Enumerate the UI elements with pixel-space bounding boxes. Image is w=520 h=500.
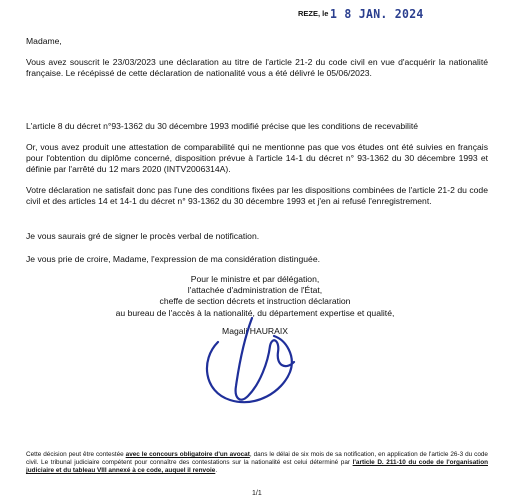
- salutation: Madame,: [26, 36, 62, 46]
- legal-footer: Cette décision peut être contestée avec le concours obligatoire d'un avocat, dans le délai de six mois de sa notification, en application de l'article 26-3 du code civil. Le tribunal judiciaire compétent pour connaître des contestations sur la nationalité est celui déterminé par l'article D. 211-10 du code de l'organisation judiciaire et du tableau VIII annexé à ce code, auquel il renvoie.: [26, 451, 488, 475]
- lawyer-requirement: avec le concours obligatoire d'un avocat: [125, 451, 250, 458]
- sig-line-4: au bureau de l'accès à la nationalité, du département expertise et qualité,: [115, 307, 395, 318]
- paragraph-closing: Je vous prie de croire, Madame, l'expression de ma considération distinguée.: [26, 254, 320, 264]
- page-number: 1/1: [252, 490, 262, 497]
- date-stamp: 1 8 JAN. 2024: [330, 6, 424, 21]
- sig-line-3: cheffe de section décrets et instruction déclaration: [159, 296, 351, 307]
- sig-line-1: Pour le ministre et par délégation,: [190, 274, 320, 284]
- paragraph-sign-request: Je vous saurais gré de signer le procès verbal de notification.: [26, 231, 260, 241]
- place-prefix: REZE, le: [298, 9, 329, 18]
- handwritten-signature-icon: [190, 300, 310, 420]
- paragraph-comparability: Or, vous avez produit une attestation de comparabilité qui ne mentionne pas que vos études ont été suivies en français pour l'obtention du diplôme concerné, disposition prévue à l'article 14-1 du décret n° 93-1362 du 30 décembre 1993 et définie par l'arrêté du 12 mars 2020 (INTV2006314A).: [26, 142, 488, 175]
- sig-line-2: l'attachée d'administration de l'État,: [187, 285, 323, 296]
- paragraph-receipt: Vous avez souscrit le 23/03/2023 une déclaration au titre de l'article 21-2 du code civil en vue d'acquérir la nationalité française. Le récépissé de cette déclaration de nationalité vous a été délivré le 05/06/2023.: [26, 57, 488, 79]
- paragraph-article-8: L'article 8 du décret n°93-1362 du 30 décembre 1993 modifié précise que les conditions de recevabilité: [26, 121, 419, 131]
- paragraph-refusal: Votre déclaration ne satisfait donc pas l'une des conditions fixées par les dispositions combinées de l'article 21-2 du code civil et des articles 14 et 14-1 du décret n° 93-1362 du 30 décembre 1993 et j'en ai refusé l'enregistrement.: [26, 185, 488, 207]
- signatory-name: Magali HAURAIX: [222, 325, 288, 336]
- code-reference: l'article D. 211-10 du code de l'organisation judiciaire et du tableau VIII annexé à ce code, auquel il renvoie: [26, 459, 488, 475]
